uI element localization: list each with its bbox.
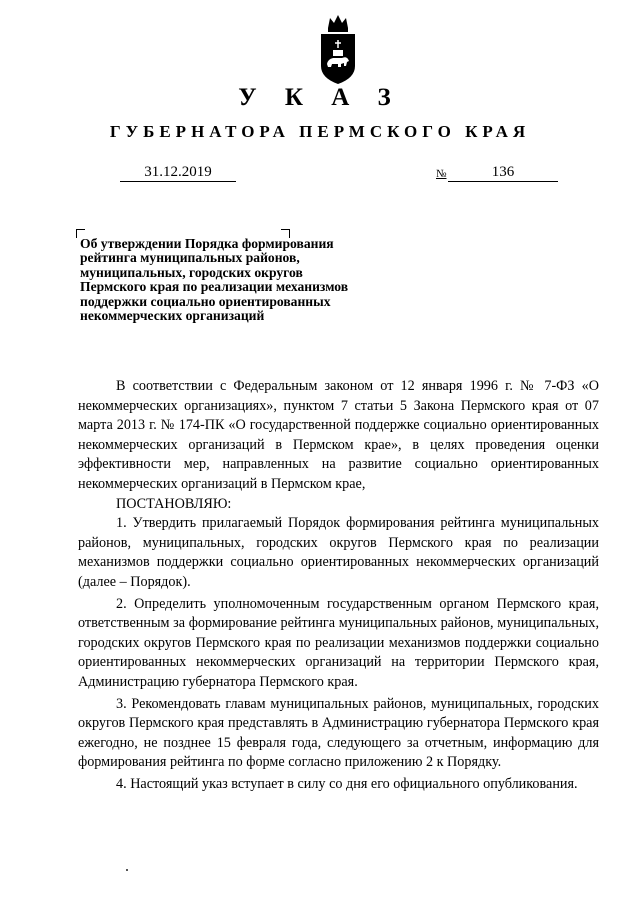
heading-line: муниципальных, городских округов xyxy=(80,264,303,280)
page-speck xyxy=(126,869,128,871)
perm-coat-of-arms-icon xyxy=(316,14,360,86)
decree-word: ПОСТАНОВЛЯЮ: xyxy=(116,495,232,512)
heading-line: поддержки социально ориентированных xyxy=(80,293,331,309)
preamble-paragraph: В соответствии с Федеральным законом от 12 января 1996 г. № 7-ФЗ «О некоммерческих организациях», пунктом 7 статьи 5 Закона Пермского края от 07 марта 2013 г. № 174-ПК «О государственной поддержке социально ориентированных некоммерческих организаций в Пермском крае», в целях проведения оценки эффективности мер, направленных на развитие социально ориентированных некоммерческих организаций в Пермском крае, xyxy=(78,378,599,492)
document-number: 136 xyxy=(448,163,558,182)
heading-line: некоммерческих организаций xyxy=(80,308,265,324)
heading-line: рейтинга муниципальных районов, xyxy=(80,250,300,266)
document-body xyxy=(78,377,599,794)
decree-item-2: 2. Определить уполномоченным государственным органом Пермского края, ответственным за формирование рейтинга муниципальных районов, муниципальных, городских округов Пермского края по реализации механизмов поддержки социально ориентированных некоммерческих организаций на территории Пермского края, Администрацию губернатора Пермского края. xyxy=(78,595,599,690)
decree-item-3: 3. Рекомендовать главам муниципальных районов, муниципальных, городских округов Пермского края представлять в Администрацию губернатора Пермского края ежегодно, не позднее 15 февраля года, следующего за отчетным, информацию для формирования рейтинга по форме согласно приложению 2 к Порядку. xyxy=(78,695,599,771)
heading-line: Пермского края по реализации механизмов xyxy=(80,279,349,295)
decree-item-4: 4. Настоящий указ вступает в силу со дня его официального опубликования. xyxy=(116,775,578,792)
document-subtitle: ГУБЕРНАТОРА ПЕРМСКОГО КРАЯ xyxy=(109,122,531,141)
document-title: У К А З xyxy=(238,84,402,111)
document-date: 31.12.2019 xyxy=(120,163,236,182)
document-heading xyxy=(80,237,410,323)
heading-line: Об утверждении Порядка формирования xyxy=(80,236,334,251)
decree-item-1: 1. Утвердить прилагаемый Порядок формирования рейтинга муниципальных районов, муниципальных, городских округов Пермского края по реализации механизмов поддержки социально ориентированных некоммерческих организаций (далее – Порядок). xyxy=(78,515,599,590)
number-label: № xyxy=(436,168,447,180)
